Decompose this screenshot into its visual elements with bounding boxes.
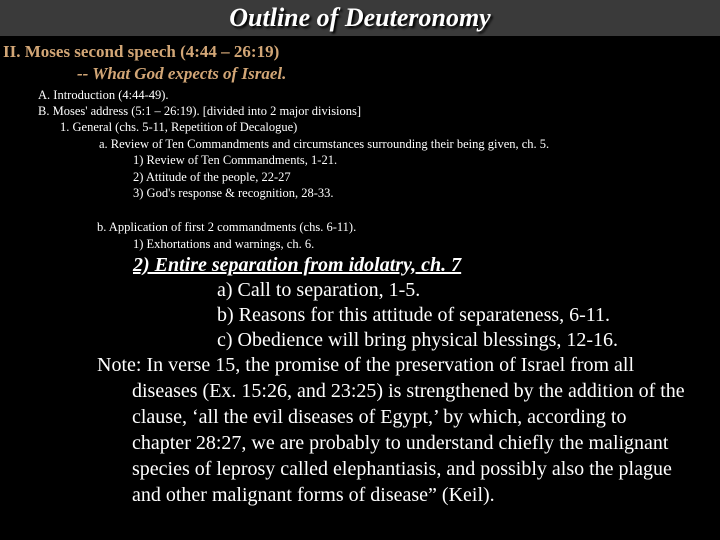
sub-point: b) Reasons for this attitude of separateness, 6-11. xyxy=(217,304,611,326)
sub-point: c) Obedience will bring physical blessings, 12-16. xyxy=(217,329,619,351)
section-subheading: -- What God expects of Israel. xyxy=(77,64,287,83)
note-line: In verse 15, the promise of the preservation of Israel from all xyxy=(146,354,635,376)
section-heading: II. Moses second speech (4:44 – 26:19) xyxy=(3,42,280,61)
note-line: chapter 28:27, we are probably to understand chiefly the malignant xyxy=(132,432,669,454)
note-block xyxy=(97,352,717,508)
outline-line: A. Introduction (4:44-49). xyxy=(38,88,169,102)
outline-line: 1. General (chs. 5-11, Repetition of Decalogue) xyxy=(60,120,298,134)
note-line: and other malignant forms of disease” (Keil). xyxy=(132,484,495,506)
outline-line: 1) Review of Ten Commandments, 1-21. xyxy=(133,153,338,167)
note-line: species of leprosy called elephantiasis, and possibly also the plague xyxy=(132,458,672,480)
entire-separation-heading: 2) Entire separation from idolatry, ch. 7 xyxy=(133,254,462,276)
outline-line: a. Review of Ten Commandments and circumstances surrounding their being given, ch. 5. xyxy=(99,137,550,151)
note-label: Note: xyxy=(97,354,142,376)
note-line: diseases (Ex. 15:26, and 23:25) is strengthened by the addition of the xyxy=(132,380,685,402)
note-first-line xyxy=(97,352,717,378)
outline-line: 3) God's response & recognition, 28-33. xyxy=(133,186,334,200)
note-line: clause, ‘all the evil diseases of Egypt,’ by which, according to xyxy=(132,406,627,428)
outline-line: 1) Exhortations and warnings, ch. 6. xyxy=(133,237,315,251)
title-bar xyxy=(0,0,720,36)
page-title: Outline of Deuteronomy xyxy=(229,3,491,32)
outline-line: b. Application of first 2 commandments (chs. 6-11). xyxy=(97,220,357,234)
sub-point: a) Call to separation, 1-5. xyxy=(217,279,421,301)
outline-line: B. Moses' address (5:1 – 26:19). [divided into 2 major divisions] xyxy=(38,104,362,118)
outline-line: 2) Attitude of the people, 22-27 xyxy=(133,170,291,184)
